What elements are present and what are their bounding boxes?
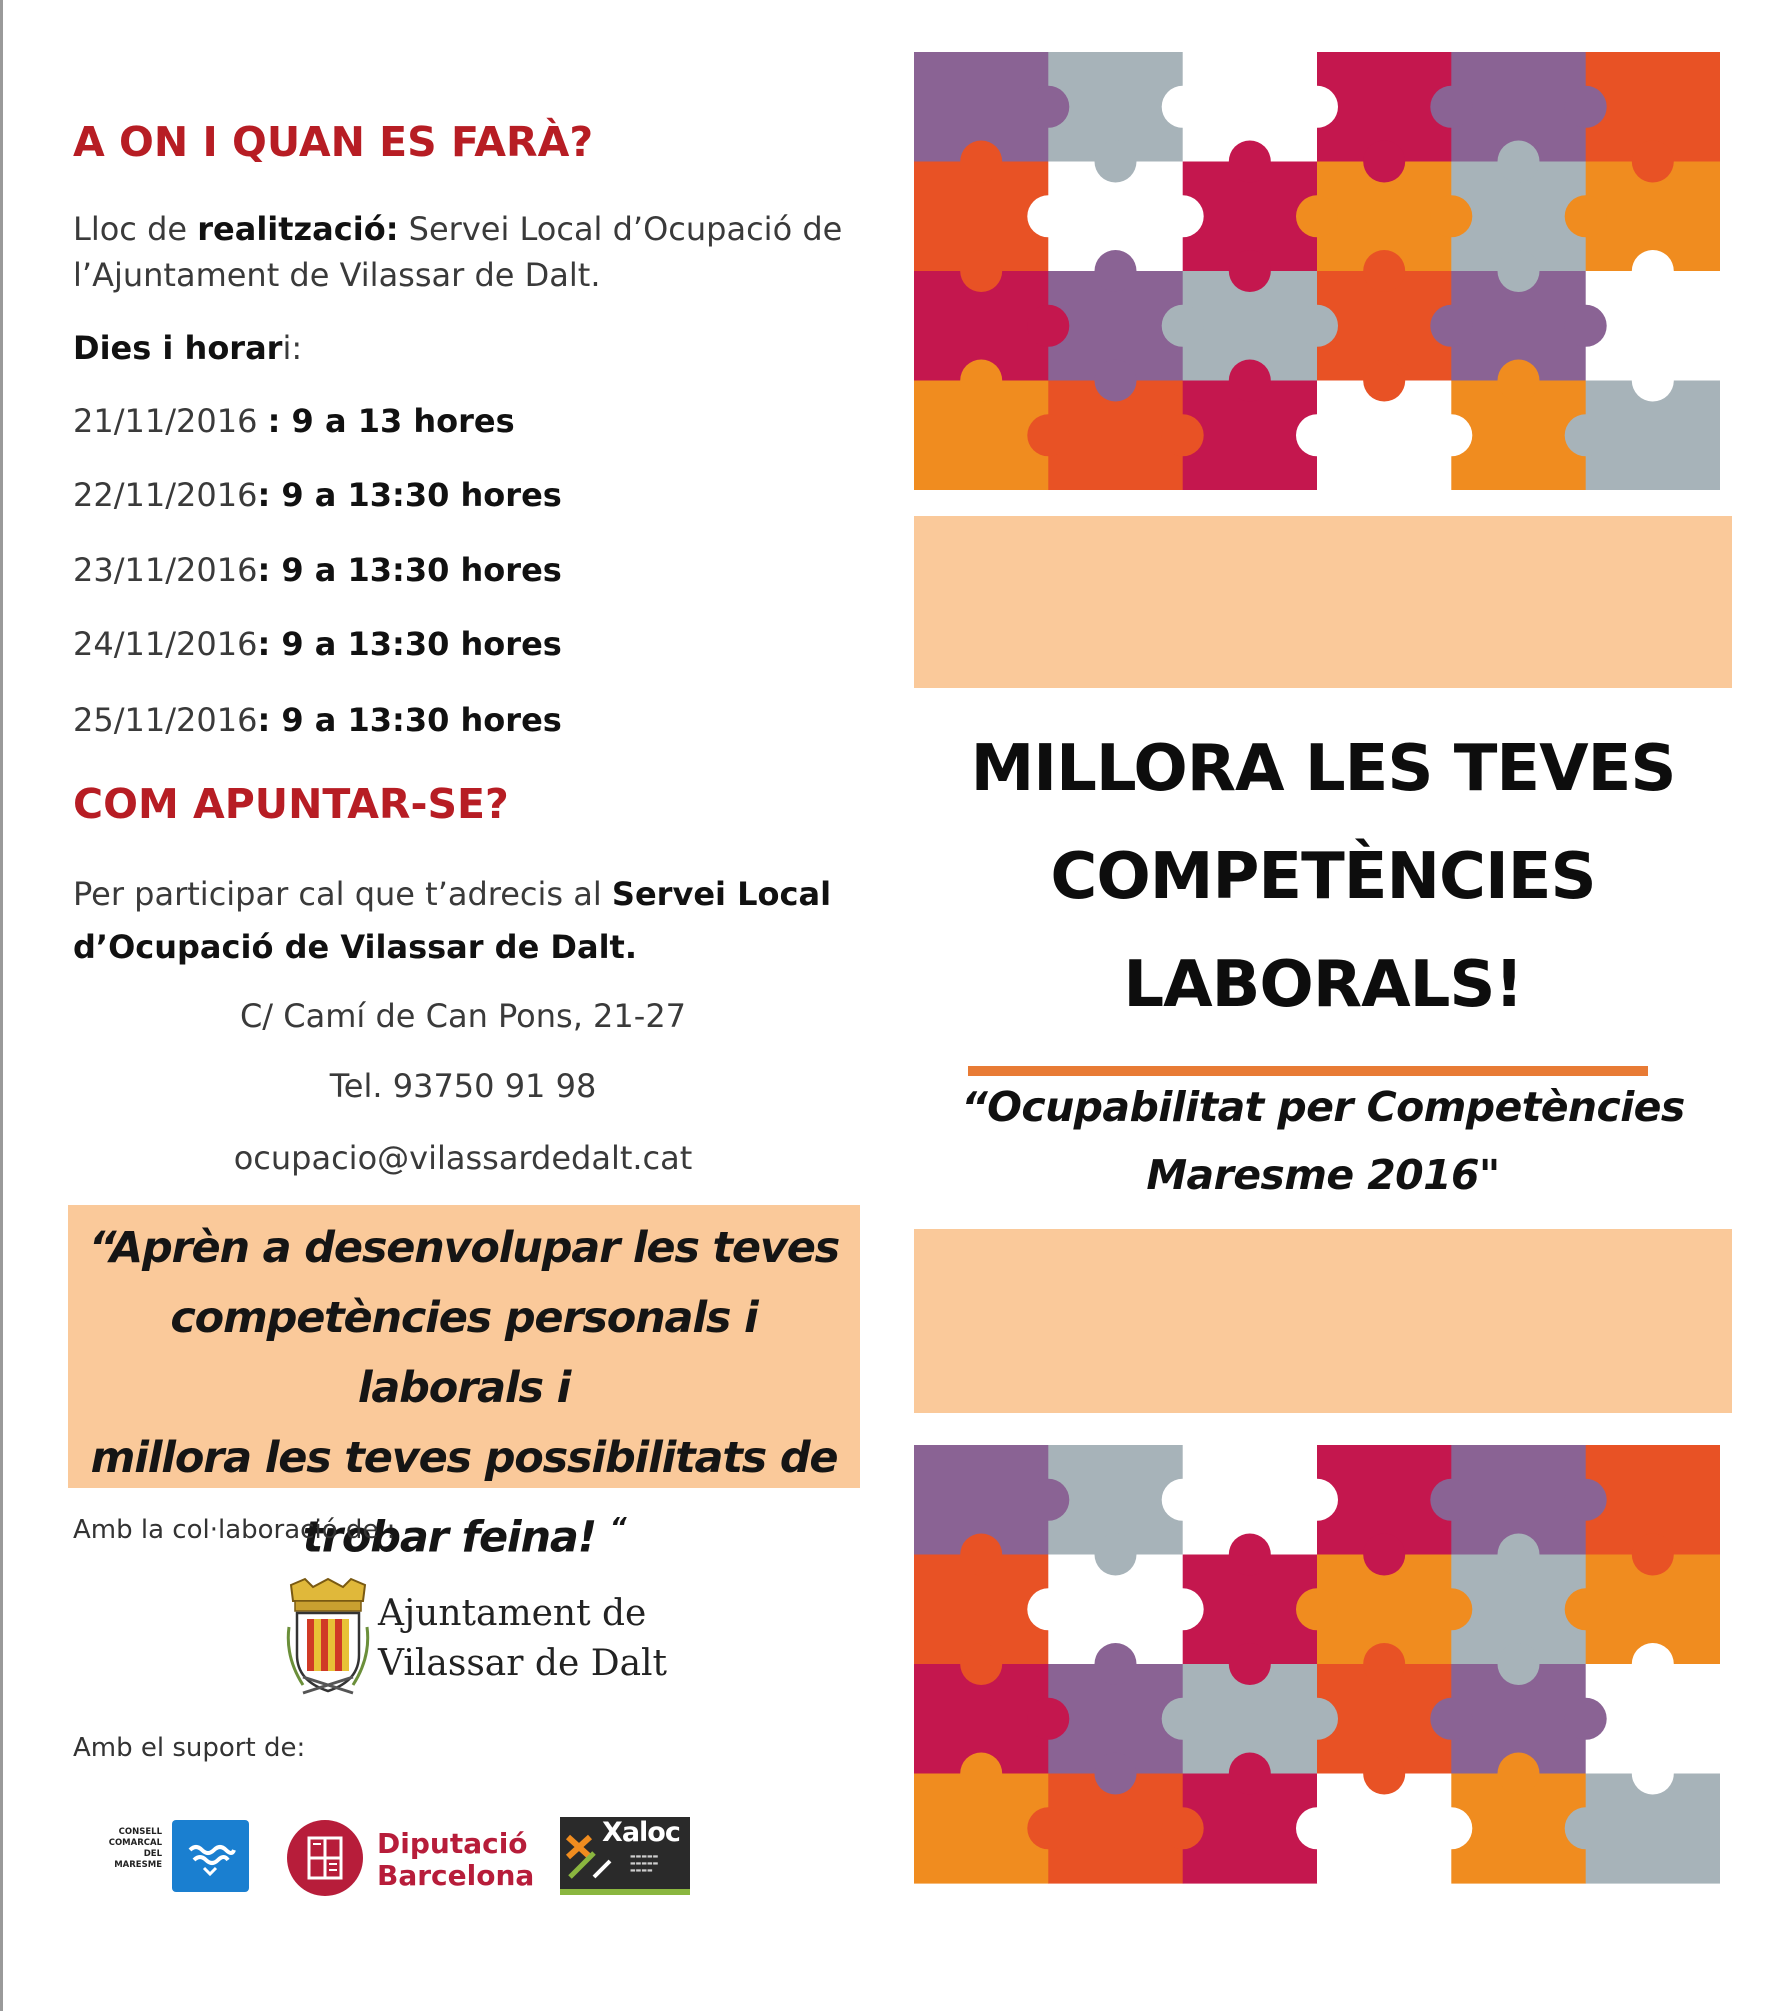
puzzle-knob	[1430, 305, 1472, 347]
schedule-label-bold: Dies i horar	[73, 329, 283, 367]
schedule-row	[73, 551, 562, 589]
quote-line: competències personals i laborals i	[170, 1293, 758, 1413]
diputacio-line: Barcelona	[377, 1859, 535, 1892]
puzzle-knob	[1632, 250, 1674, 292]
xaloc-logo	[560, 1817, 690, 1895]
quote-line: millora les teves possibilitats de	[90, 1433, 838, 1483]
quote-line: “Aprèn a desenvolupar les teves	[88, 1223, 840, 1273]
venue-label: Lloc de	[73, 210, 198, 248]
schedule-sep: :	[267, 402, 292, 440]
puzzle-knob	[1296, 305, 1338, 347]
puzzle-knob	[1027, 1588, 1069, 1630]
puzzle-knob	[1498, 141, 1540, 183]
puzzle-knob	[1498, 360, 1540, 402]
subtitle-line: “Ocupabilitat per Competències	[961, 1083, 1685, 1131]
puzzle-knob	[1565, 1588, 1607, 1630]
schedule-row	[73, 625, 562, 663]
puzzle-knob	[1027, 195, 1069, 237]
ajuntament-name	[378, 1589, 667, 1689]
schedule-sep: :	[257, 701, 282, 739]
puzzle-knob	[1565, 1698, 1607, 1740]
puzzle-knob	[1430, 1698, 1472, 1740]
venue-text-line2: l’Ajuntament de Vilassar de Dalt.	[73, 256, 601, 294]
puzzle-knob	[1296, 1698, 1338, 1740]
puzzle-knob	[1095, 1534, 1137, 1576]
puzzle-knob	[1162, 1807, 1204, 1849]
puzzle-knob	[1363, 1753, 1405, 1795]
main-title-line: MILLORA LES TEVES	[970, 732, 1676, 806]
schedule-date: 24/11/2016	[73, 625, 258, 663]
phone-line: Tel. 93750 91 98	[329, 1067, 597, 1105]
puzzle-knob	[1229, 360, 1271, 402]
puzzle-knob	[1027, 414, 1069, 456]
puzzle-knob	[1296, 86, 1338, 128]
puzzle-knob	[1498, 1643, 1540, 1685]
puzzle-knob	[1027, 1698, 1069, 1740]
puzzle-knob	[1565, 305, 1607, 347]
ajuntament-name-line1: Ajuntament de	[378, 1593, 647, 1634]
signup-intro: Per participar cal que t’adrecis al	[73, 875, 612, 913]
puzzle-knob	[1632, 141, 1674, 183]
page-left-edge	[0, 0, 3, 2011]
puzzle-knob	[1363, 360, 1405, 402]
subtitle-line: Maresme 2016"	[1146, 1151, 1500, 1199]
consell-line: DEL	[143, 1849, 162, 1859]
main-title-line: LABORALS!	[1123, 948, 1523, 1022]
consell-line: COMARCAL	[108, 1838, 162, 1848]
puzzle-knob	[1229, 141, 1271, 183]
quote-close-mark: “	[609, 1513, 626, 1543]
address-line: C/ Camí de Can Pons, 21-27	[239, 997, 687, 1035]
venue-text-line1: Servei Local d’Ocupació de	[398, 210, 843, 248]
puzzle-knob	[1632, 1534, 1674, 1576]
consell-line: CONSELL	[118, 1827, 162, 1837]
xaloc-tagline-lines: ▬▬▬▬▬ ▬▬▬▬▬ ▬▬▬▬	[630, 1853, 659, 1874]
schedule-label-tail: i:	[282, 329, 303, 367]
puzzle-knob	[1632, 1753, 1674, 1795]
main-title	[914, 715, 1732, 1039]
xaloc-strip	[560, 1889, 690, 1895]
schedule-row	[73, 476, 562, 514]
ajuntament-logo	[283, 1577, 668, 1702]
puzzle-knob	[960, 1753, 1002, 1795]
puzzle-knob	[960, 360, 1002, 402]
consell-line: MARESME	[114, 1860, 162, 1870]
signup-intro-bold-1: Servei Local	[611, 875, 832, 913]
puzzle-knob	[1162, 195, 1204, 237]
puzzle-knob	[1229, 1753, 1271, 1795]
schedule-date: 23/11/2016	[73, 551, 258, 589]
puzzle-knob	[1565, 86, 1607, 128]
puzzle-graphic-top	[914, 52, 1720, 490]
puzzle-knob	[1162, 1479, 1204, 1521]
consell-comarcal-text	[96, 1827, 162, 1871]
schedule-date: 22/11/2016	[73, 476, 258, 514]
puzzle-knob	[1430, 86, 1472, 128]
venue-paragraph	[73, 206, 853, 298]
schedule-label	[73, 329, 302, 367]
puzzle-knob	[1095, 1643, 1137, 1685]
puzzle-knob	[1162, 305, 1204, 347]
puzzle-knob	[1430, 1479, 1472, 1521]
support-label: Amb el suport de:	[73, 1733, 306, 1763]
puzzle-knob	[1430, 1807, 1472, 1849]
schedule-sep: :	[257, 476, 282, 514]
diputacio-emblem-icon	[285, 1818, 365, 1898]
where-when-heading: A ON I QUAN ES FARÀ?	[73, 118, 594, 166]
email-line: ocupacio@vilassardedalt.cat	[233, 1139, 693, 1177]
puzzle-knob	[1229, 1534, 1271, 1576]
ajuntament-name-line2: Vilassar de Dalt	[378, 1643, 668, 1684]
puzzle-knob	[1095, 360, 1137, 402]
puzzle-knob	[1498, 1753, 1540, 1795]
puzzle-knob	[1095, 250, 1137, 292]
puzzle-knob	[960, 141, 1002, 183]
puzzle-knob	[1296, 195, 1338, 237]
puzzle-knob	[1229, 250, 1271, 292]
puzzle-knob	[1095, 141, 1137, 183]
puzzle-knob	[1296, 414, 1338, 456]
puzzle-knob	[1565, 414, 1607, 456]
schedule-sep: :	[257, 625, 282, 663]
signup-paragraph	[73, 868, 853, 974]
schedule-date: 21/11/2016	[73, 402, 268, 440]
consell-comarcal-logo	[96, 1817, 251, 1893]
signup-intro-bold-2: d’Ocupació de Vilassar de Dalt.	[73, 928, 637, 966]
diputacio-name	[377, 1828, 534, 1892]
puzzle-knob	[1296, 1588, 1338, 1630]
diputacio-line: Diputació	[377, 1827, 528, 1860]
puzzle-knob	[1363, 1643, 1405, 1685]
quote-line: trobar feina!	[302, 1512, 597, 1563]
schedule-sep: :	[257, 551, 282, 589]
diputacio-barcelona-logo	[285, 1818, 535, 1900]
puzzle-knob	[1296, 1807, 1338, 1849]
puzzle-knob	[1027, 1479, 1069, 1521]
puzzle-knob	[1095, 1753, 1137, 1795]
puzzle-knob	[1229, 1643, 1271, 1685]
schedule-hours: 9 a 13 hores	[291, 402, 515, 440]
puzzle-knob	[960, 1643, 1002, 1685]
puzzle-knob	[1363, 141, 1405, 183]
schedule-hours: 9 a 13:30 hores	[281, 701, 562, 739]
schedule-hours: 9 a 13:30 hores	[281, 625, 562, 663]
puzzle-knob	[1027, 1807, 1069, 1849]
puzzle-knob	[1498, 1534, 1540, 1576]
puzzle-knob	[1296, 1479, 1338, 1521]
subtitle	[914, 1073, 1732, 1209]
main-title-line: COMPETÈNCIES	[1050, 840, 1596, 914]
puzzle-knob	[1363, 250, 1405, 292]
puzzle-knob	[1162, 1588, 1204, 1630]
puzzle-knob	[1430, 1588, 1472, 1630]
puzzle-knob	[1430, 414, 1472, 456]
coat-of-arms-icon	[283, 1577, 373, 1702]
puzzle-knob	[1498, 250, 1540, 292]
puzzle-knob	[1632, 1643, 1674, 1685]
puzzle-knob	[1565, 1479, 1607, 1521]
schedule-row	[73, 402, 515, 440]
schedule-hours: 9 a 13:30 hores	[281, 551, 562, 589]
puzzle-knob	[1565, 1807, 1607, 1849]
signup-heading: COM APUNTAR-SE?	[73, 780, 509, 828]
orange-band-bottom	[914, 1229, 1732, 1413]
schedule-row	[73, 701, 562, 739]
puzzle-knob	[1632, 360, 1674, 402]
venue-label-bold: realització:	[197, 210, 399, 248]
puzzle-knob	[1565, 195, 1607, 237]
puzzle-knob	[1430, 195, 1472, 237]
collaboration-label: Amb la col·laboració de :	[73, 1515, 396, 1545]
orange-band-top	[914, 516, 1732, 688]
puzzle-knob	[960, 250, 1002, 292]
puzzle-knob	[960, 1534, 1002, 1576]
puzzle-knob	[1162, 86, 1204, 128]
wave-icon	[172, 1820, 249, 1892]
xaloc-name: Xaloc	[602, 1817, 680, 1848]
puzzle-knob	[1027, 86, 1069, 128]
puzzle-knob	[1027, 305, 1069, 347]
schedule-date: 25/11/2016	[73, 701, 258, 739]
puzzle-knob	[1162, 1698, 1204, 1740]
puzzle-knob	[1363, 1534, 1405, 1576]
puzzle-graphic-bottom	[914, 1443, 1720, 1885]
puzzle-knob	[1162, 414, 1204, 456]
schedule-hours: 9 a 13:30 hores	[281, 476, 562, 514]
